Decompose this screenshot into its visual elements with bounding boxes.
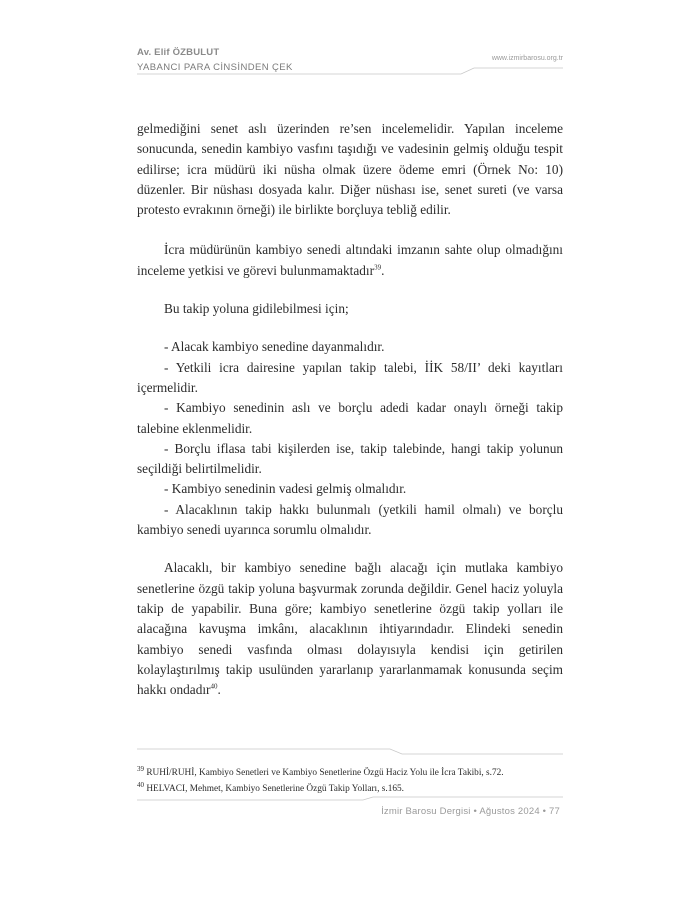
footer-journal: İzmir Barosu Dergisi xyxy=(381,806,471,817)
footnote-text: HELVACI, Mehmet, Kambiyo Senetlerine Özgü Takip Yolları, s.165. xyxy=(146,784,404,794)
page-number: 77 xyxy=(549,806,560,817)
footer-date: Ağustos 2024 xyxy=(479,806,540,817)
paragraph-4-text: Alacaklı, bir kambiyo senedine bağlı alacağı için mutlaka kambiyo senetlerine özgü takip yoluna başvurmak zorunda değildir. Genel haciz yoluyla takip de yapabilir. Buna göre; kambiyo senetlerine özgü takip yolları ile alacağına kavuşma imkânı, alacaklının ihtiyarındadır. Elindeki senedin kambiyo senedi vasfında olması dolayısıyla kendisi için getirilen kolaylaştırılmış takip usulünden yararlanıp yararlanmamak konusunda seçim hakkı ondadır xyxy=(137,560,563,698)
list-item: - Kambiyo senedinin aslı ve borçlu adedi kadar onaylı örneği takip talebine eklenmelidir. xyxy=(137,400,563,436)
footnote-ref-40: 40 xyxy=(210,682,218,691)
body-text xyxy=(137,119,563,700)
list-item: - Borçlu iflasa tabi kişilerden ise, takip talebinde, hangi takip yolunun seçildiği belirtilmelidir. xyxy=(137,440,563,477)
paragraph-3: Bu takip yoluna gidilebilmesi için; xyxy=(164,301,349,317)
footnote-rule xyxy=(137,749,563,754)
footnote-40 xyxy=(137,781,567,797)
footnotes xyxy=(137,765,567,797)
paragraph-1: gelmediğini senet aslı üzerinden re’sen incelemelidir. Yapılan inceleme sonucunda, senedin kambiyo vasfını taşıdığı ve vadesinin gelmiş olduğu tespit edilirse; icra müdürü iki nüsha olmak üzere ödeme emri (Örnek No: 10) düzenler. Bir nüshası dosyada kalır. Diğer nüshası ise, senet sureti (ve varsa protesto evrakının örneği) ile birlikte borçluya tebliğ edilir. xyxy=(137,121,563,218)
header-url: www.izmirbarosu.org.tr xyxy=(491,55,563,62)
footer-rule xyxy=(137,797,563,800)
list-item: - Yetkili icra dairesine yapılan takip talebi, İİK 58/II’ deki kayıtları içermelidir. xyxy=(137,359,563,395)
footnote-text: RUHİ/RUHİ, Kambiyo Senetleri ve Kambiyo Senetlerine Özgü Haciz Yolu ile İcra Takibi, s.72. xyxy=(146,768,504,778)
footer xyxy=(381,806,560,817)
header-author: Av. Elif ÖZBULUT xyxy=(137,47,220,58)
footer-separator: • xyxy=(542,806,547,817)
footer-separator: • xyxy=(473,806,477,817)
paragraph-4: Alacaklı, bir kambiyo senedine bağlı alacağı için mutlaka kambiyo senetlerine özgü takip yoluna başvurmak zorunda değildir. Genel haciz yoluyla takip de yapabilir. Buna göre; kambiyo senetlerine özgü takip yolları ile alacağına kavuşma imkânı, alacaklının ihtiyarındadır. Elindeki senedin kambiyo senedi vasfında olması dolayısıyla kendisi için getirilen kolaylaştırılmış takip usulünden yararlanıp yararlanmamak konusunda seçim hakkı ondadır$^{40}$. xyxy=(137,560,563,698)
paragraph-2-text: İcra müdürünün kambiyo senedi altındaki imzanın sahte olup olmadığını inceleme yetkisi ve görevi bulunmamaktadır xyxy=(137,242,563,278)
footnote-number: 40 xyxy=(137,780,144,789)
list-item: - Alacaklının takip hakkı bulunmalı (yetkili hamil olmalı) ve borçlu kambiyo senedi uyarınca sorumlu olmalıdır. xyxy=(137,501,563,538)
footnote-39 xyxy=(137,765,567,781)
list-item: - Alacak kambiyo senedine dayanmalıdır. xyxy=(164,339,385,355)
footnote-ref-39: 39 xyxy=(374,263,382,272)
list-item: - Kambiyo senedinin vadesi gelmiş olmalıdır. xyxy=(164,481,407,497)
header-title: YABANCI PARA CİNSİNDEN ÇEK xyxy=(137,62,293,73)
footnote-number: 39 xyxy=(137,764,144,773)
paragraph-2: İcra müdürünün kambiyo senedi altındaki imzanın sahte olup olmadığını inceleme yetkisi ve görevi bulunmamaktadır$^{39}$. xyxy=(137,242,563,278)
